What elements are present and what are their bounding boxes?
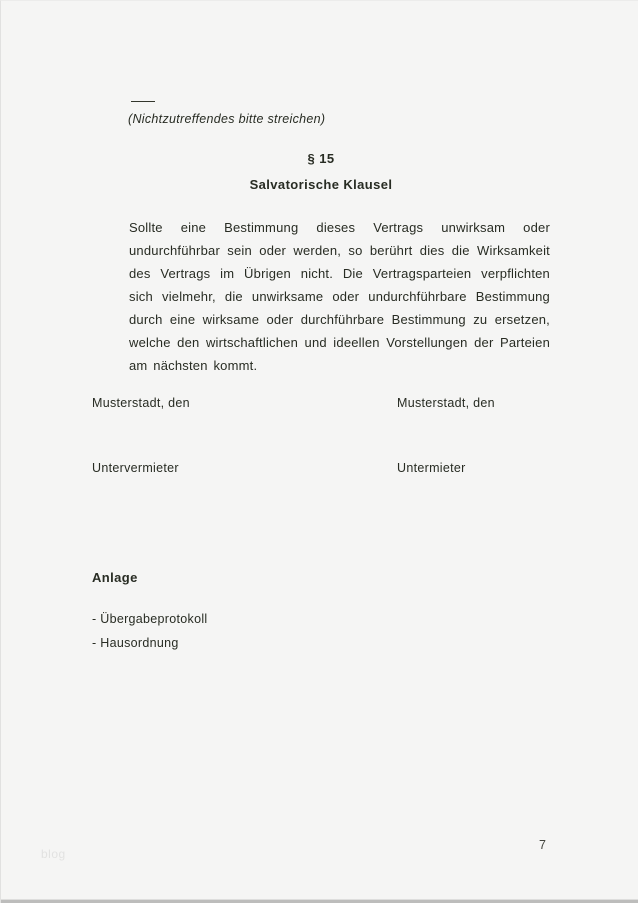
signature-city-line-left: Musterstadt, den [92,396,190,410]
attachment-item-handover-protocol: - Übergabeprotokoll [92,612,208,626]
section-number-heading: § 15 [307,151,335,166]
signature-city-line-right: Musterstadt, den [397,396,495,410]
watermark-text: blog [41,847,66,861]
strike-note: (Nichtzutreffendes bitte streichen) [128,112,326,126]
page-number: 7 [539,838,546,852]
section-title-heading: Salvatorische Klausel [249,177,393,192]
page-bottom-edge [1,899,638,903]
attachments-heading: Anlage [92,570,138,585]
severability-clause-paragraph: Sollte eine Bestimmung dieses Vertrags unwirksam oder undurchführbar sein oder werden, so berührt dies die Wirksamkeit des Vertrags im Übrigen nicht. Die Vertragsparteien verpflichten sich vielmehr, die unwirksame oder undurchführbare Bestimmung durch eine wirksame oder durchführbare Bestimmung zu ersetzen, welche den wirtschaftlichen und ideellen Vorstellungen der Parteien am nächsten kommt. [129,220,550,373]
signature-role-sublandlord: Untervermieter [92,461,179,475]
attachment-item-house-rules: - Hausordnung [92,636,179,650]
strike-out-line [131,101,155,102]
signature-role-subtenant: Untermieter [397,461,466,475]
